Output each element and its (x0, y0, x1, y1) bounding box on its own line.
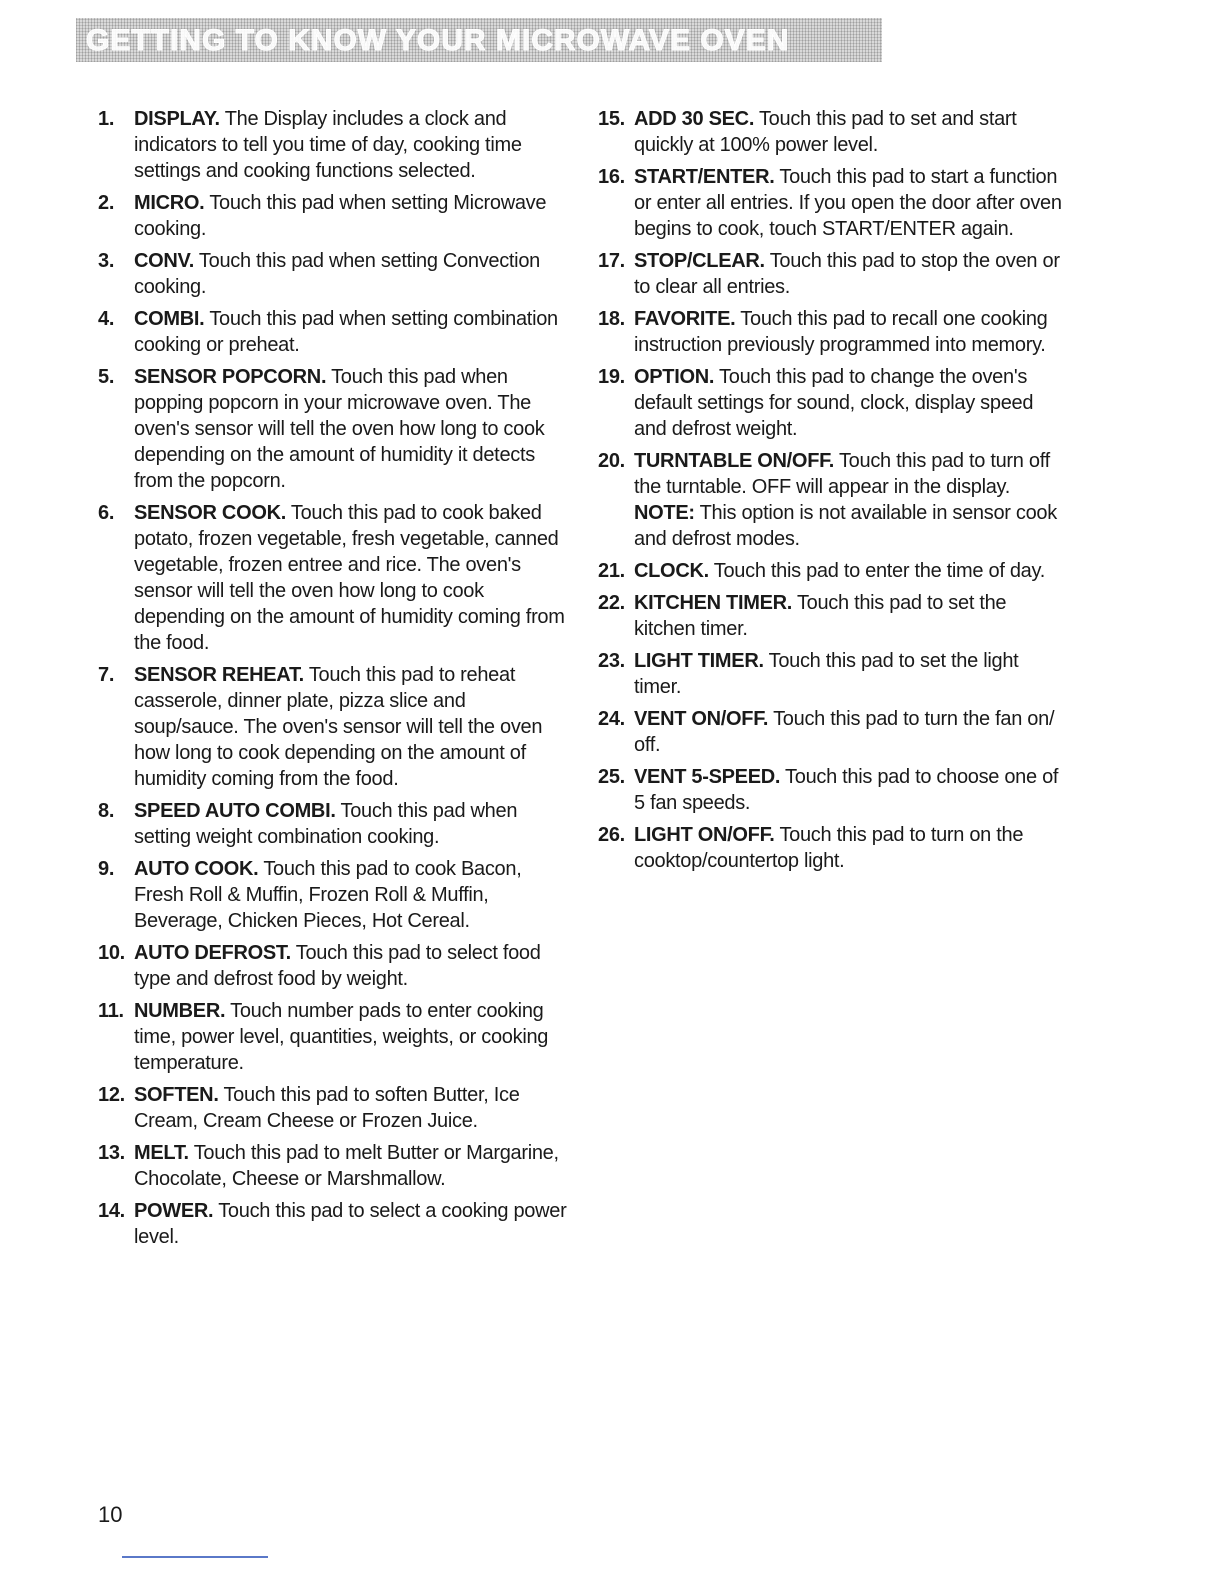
item-number: 10. (98, 942, 125, 964)
item-term: AUTO DEFROST. (134, 942, 291, 964)
item-number: 8. (98, 800, 115, 822)
item-term: CLOCK. (634, 560, 709, 582)
feature-item-2 (98, 190, 568, 242)
item-term: LIGHT TIMER. (634, 650, 764, 672)
feature-item-4 (98, 306, 568, 358)
feature-item-7 (98, 662, 568, 792)
feature-item-19 (598, 364, 1068, 442)
item-term: LIGHT ON/OFF. (634, 824, 775, 846)
item-number: 11. (98, 1000, 124, 1022)
item-number: 4. (98, 308, 115, 330)
feature-item-9 (98, 856, 568, 934)
item-number: 2. (98, 192, 115, 214)
feature-item-13 (98, 1140, 568, 1192)
item-number: 1. (98, 108, 115, 130)
feature-item-17 (598, 248, 1068, 300)
item-number: 22. (598, 592, 625, 614)
feature-item-14 (98, 1198, 568, 1250)
item-number: 6. (98, 502, 115, 524)
item-description: The Display includes a clock and indicators to tell you time of day, cooking time settings and cooking functions selected. (134, 108, 522, 182)
item-description: Touch this pad to turn on the cooktop/countertop light. (634, 824, 1024, 872)
feature-item-25 (598, 764, 1068, 816)
feature-item-5 (98, 364, 568, 494)
page-number: 10 (98, 1502, 123, 1527)
item-description: Touch this pad to enter the time of day. (713, 560, 1045, 582)
item-description: Touch this pad to change the oven's default settings for sound, clock, display speed and defrost weight. (634, 366, 1034, 440)
feature-item-1 (98, 106, 568, 184)
item-number: 25. (598, 766, 625, 788)
item-number: 21. (598, 560, 625, 582)
feature-item-20 (598, 448, 1068, 552)
item-description: Touch this pad to cook baked potato, frozen vegetable, fresh vegetable, canned vegetable, frozen entree and rice. The oven's sensor will tell the oven how long to cook depending on the amount of humidity coming from the food. (134, 502, 565, 654)
item-term: OPTION. (634, 366, 715, 388)
feature-item-6 (98, 500, 568, 656)
feature-item-26 (598, 822, 1068, 874)
item-term: TURNTABLE ON/OFF. (634, 450, 835, 472)
item-description: Touch this pad to select a cooking power level. (134, 1200, 567, 1248)
item-number: 24. (598, 708, 625, 730)
item-term: FAVORITE. (634, 308, 736, 330)
item-number: 26. (598, 824, 625, 846)
item-description: Touch this pad to set the light timer. (634, 650, 1019, 698)
item-term: MELT. (134, 1142, 189, 1164)
feature-list-right (598, 106, 1068, 880)
feature-item-3 (98, 248, 568, 300)
item-description: Touch this pad to stop the oven or to clear all entries. (634, 250, 1060, 298)
item-description: Touch this pad when setting combination cooking or preheat. (134, 308, 558, 356)
item-number: 13. (98, 1142, 125, 1164)
item-description: Touch this pad when setting Microwave cooking. (134, 192, 547, 240)
item-number: 23. (598, 650, 625, 672)
feature-item-15 (598, 106, 1068, 158)
feature-list-left (98, 106, 568, 1256)
feature-item-10 (98, 940, 568, 992)
item-term: NUMBER. (134, 1000, 226, 1022)
item-number: 3. (98, 250, 115, 272)
item-term: START/ENTER. (634, 166, 775, 188)
item-description: Touch number pads to enter cooking time, power level, quantities, weights, or cooking temperature. (134, 1000, 549, 1074)
item-term: KITCHEN TIMER. (634, 592, 793, 614)
item-term: MICRO. (134, 192, 205, 214)
item-number: 12. (98, 1084, 125, 1106)
item-number: 16. (598, 166, 625, 188)
item-term: STOP/CLEAR. (634, 250, 765, 272)
item-description: Touch this pad to cook Bacon, Fresh Roll & Muffin, Frozen Roll & Muffin, Beverage, Chicken Pieces, Hot Cereal. (134, 858, 522, 932)
item-number: 20. (598, 450, 625, 472)
item-description: Touch this pad to recall one cooking instruction previously programmed into memory. (634, 308, 1048, 356)
item-description: Touch this pad to start a function or enter all entries. If you open the door after oven begins to cook, touch START/ENTER again. (634, 166, 1062, 240)
item-term: DISPLAY. (134, 108, 220, 130)
item-term: COMBI. (134, 308, 205, 330)
item-description: Touch this pad to reheat casserole, dinner plate, pizza slice and soup/sauce. The oven's sensor will tell the oven how long to cook depending on the amount of humidity coming from the food. (134, 664, 543, 790)
item-term: SENSOR COOK. (134, 502, 286, 524)
item-term: SOFTEN. (134, 1084, 219, 1106)
item-description: Touch this pad when setting weight combination cooking. (134, 800, 518, 848)
item-description: Touch this pad to melt Butter or Margarine, Chocolate, Cheese or Marshmallow. (134, 1142, 559, 1190)
item-term: VENT ON/OFF. (634, 708, 769, 730)
item-term: VENT 5-SPEED. (634, 766, 781, 788)
item-term: AUTO COOK. (134, 858, 259, 880)
item-term: CONV. (134, 250, 195, 272)
feature-item-21 (598, 558, 1068, 584)
item-number: 5. (98, 366, 115, 388)
item-term: SENSOR POPCORN. (134, 366, 327, 388)
item-term: POWER. (134, 1200, 214, 1222)
footer-divider (122, 1556, 268, 1558)
feature-item-16 (598, 164, 1068, 242)
feature-item-24 (598, 706, 1068, 758)
item-number: 9. (98, 858, 115, 880)
item-term: ADD 30 SEC. (634, 108, 755, 130)
item-term: SENSOR REHEAT. (134, 664, 304, 686)
item-description: Touch this pad when setting Convection cooking. (134, 250, 540, 298)
feature-item-22 (598, 590, 1068, 642)
feature-item-18 (598, 306, 1068, 358)
item-number: 14. (98, 1200, 125, 1222)
item-description: Touch this pad to select food type and defrost food by weight. (134, 942, 541, 990)
item-description: Touch this pad when popping popcorn in your microwave oven. The oven's sensor will tell the oven how long to cook depending on the amount of humidity it detects from the popcorn. (134, 366, 545, 492)
note-label: NOTE: (634, 502, 695, 524)
item-number: 18. (598, 308, 625, 330)
item-description: Touch this pad to soften Butter, Ice Cream, Cream Cheese or Frozen Juice. (134, 1084, 520, 1132)
section-header-banner (76, 18, 882, 62)
item-number: 17. (598, 250, 625, 272)
item-number: 15. (598, 108, 625, 130)
feature-item-23 (598, 648, 1068, 700)
item-term: SPEED AUTO COMBI. (134, 800, 336, 822)
note-text: This option is not available in sensor cook and defrost modes. (634, 502, 1057, 550)
item-number: 7. (98, 664, 115, 686)
item-description: Touch this pad to set and start quickly at 100% power level. (634, 108, 1017, 156)
item-description: Touch this pad to set the kitchen timer. (634, 592, 1007, 640)
item-number: 19. (598, 366, 625, 388)
section-title: GETTING TO KNOW YOUR MICROWAVE OVEN (86, 24, 790, 57)
feature-item-11 (98, 998, 568, 1076)
item-description: Touch this pad to turn off the turntable. OFF will appear in the display. (634, 450, 1050, 498)
feature-item-12 (98, 1082, 568, 1134)
item-description: Touch this pad to choose one of 5 fan speeds. (634, 766, 1059, 814)
item-description: Touch this pad to turn the fan on/ off. (634, 708, 1055, 756)
feature-item-8 (98, 798, 568, 850)
